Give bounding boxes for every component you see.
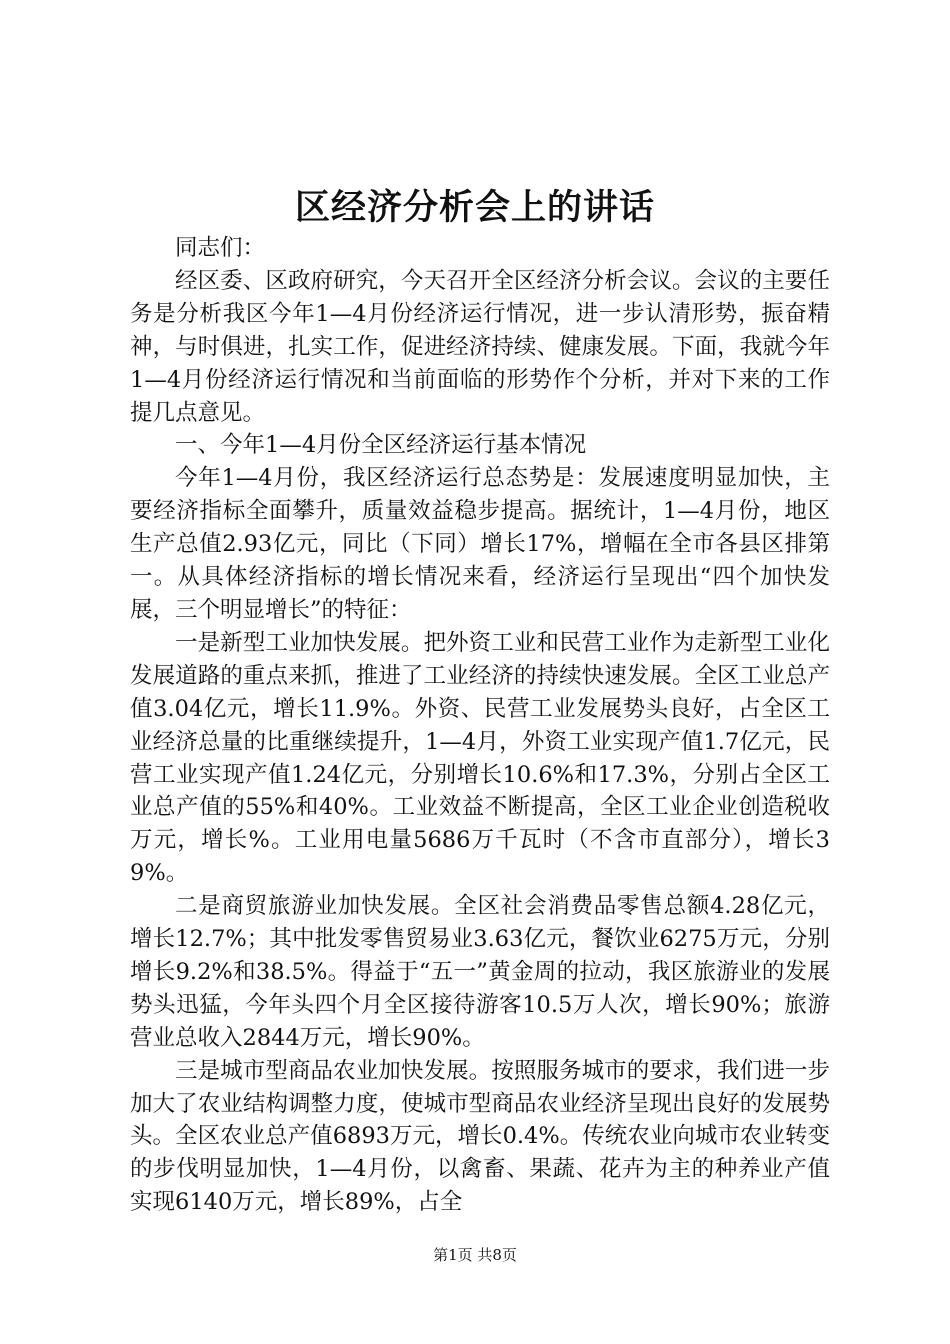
section-heading: 一、今年1—4月份全区经济运行基本情况: [175, 432, 587, 459]
industry-paragraph: 一是新型工业加快发展。把外资工业和民营工业作为走新型工业化发展道路的重点来抓，推进了工业经济的持续快速发展。全区工业总产值3.04亿元，增长11.9%。外资、民营工业发展势头良好，占全区工业经济总量的比重继续提升，1—4月，外资工业实现产值1.7亿元，民营工业实现产值1.24亿元，分别增长10.6%和17.3%，分别占全区工业总产值的55%和40%。工业效益不断提高，全区工业企业创造税收万元，增长%。工业用电量5686万千瓦时（不含市直部分），增长39%。: [130, 629, 830, 887]
document-body: [130, 232, 830, 1219]
commerce-tourism-paragraph: 二是商贸旅游业加快发展。全区社会消费品零售总额4.28亿元，增长12.7%；其中批发零售贸易业3.63亿元，餐饮业6275万元，分别增长9.2%和38.5%。得益于“五一”黄金周的拉动，我区旅游业的发展势头迅猛，今年头四个月全区接待游客10.5万人次，增长90%；旅游营业总收入2844万元，增长90%。: [130, 893, 830, 1051]
intro-paragraph: 经区委、区政府研究，今天召开全区经济分析会议。会议的主要任务是分析我区今年1—4月份经济运行情况，进一步认清形势，振奋精神，与时俱进，扎实工作，促进经济持续、健康发展。下面，我就今年1—4月份经济运行情况和当前面临的形势作个分析，并对下来的工作提几点意见。: [130, 267, 830, 426]
salutation-paragraph: 同志们：: [175, 235, 266, 261]
page-number-footer: 第1页 共8页: [433, 1246, 517, 1264]
document-title: 区经济分析会上的讲话: [294, 187, 655, 228]
agriculture-paragraph: 三是城市型商品农业加快发展。按照服务城市的要求，我们进一步加大了农业结构调整力度，使城市型商品农业经济呈现出良好的发展势头。全区农业总产值6893万元，增长0.4%。传统农业向城市农业转变的步伐明显加快，1—4月份，以禽畜、果蔬、花卉为主的种养业产值实现6140万元，增长89%，占全: [130, 1057, 830, 1216]
overview-paragraph: 今年1—4月份，我区经济运行总态势是：发展速度明显加快，主要经济指标全面攀升，质量效益稳步提高。据统计，1—4月份，地区生产总值2.93亿元，同比（下同）增长17%，增幅在全市各县区排第一。从具体经济指标的增长情况来看，经济运行呈现出“四个加快发展，三个明显增长”的特征：: [130, 465, 830, 623]
